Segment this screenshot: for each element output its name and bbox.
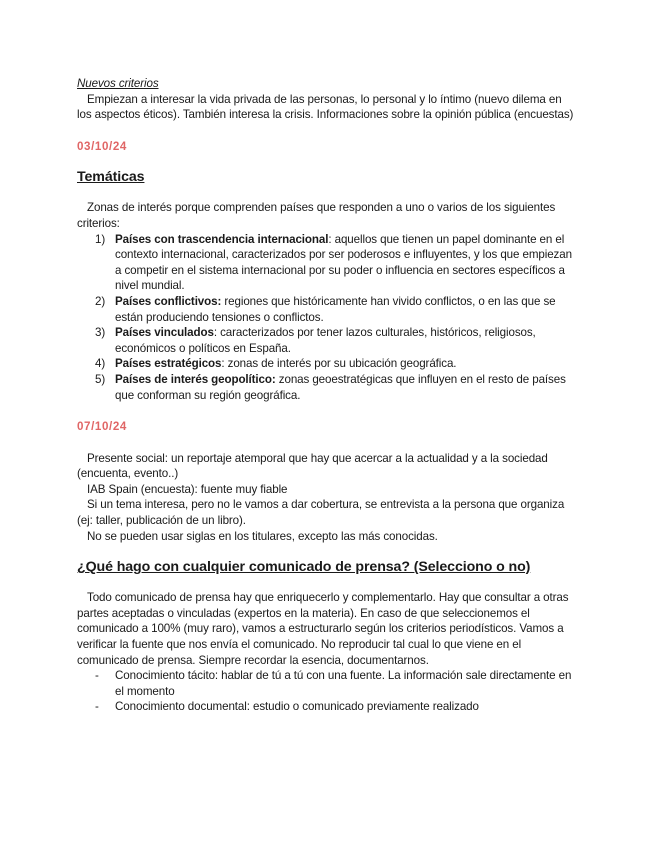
- criteria-text: zonas geoestratégicas que influyen en el resto de países que conforman su región geográfica.: [115, 372, 566, 402]
- criteria-item: [77, 294, 577, 325]
- criteria-list: [77, 232, 577, 404]
- knowledge-list: [77, 668, 577, 715]
- criteria-text: caracterizados por tener lazos culturales, históricos, religiosos, económicos o políticos en España.: [115, 326, 536, 355]
- criteria-term: Países vinculados: [115, 326, 214, 340]
- criteria-term: Países conflictivos:: [115, 294, 222, 308]
- list-marker: -: [95, 700, 99, 714]
- criteria-text: zonas de interés por su ubicación geográfica.: [224, 357, 457, 371]
- heading-tematicas: Temáticas: [77, 169, 145, 186]
- date-heading-2: 07/10/24: [77, 420, 127, 434]
- list-marker: 2): [95, 294, 106, 308]
- note-iab-spain: IAB Spain (encuesta): fuente muy fiable: [87, 482, 288, 496]
- note-siglas: No se pueden usar siglas en los titulares, excepto las más conocidas.: [87, 529, 438, 543]
- criteria-term: Países con trascendencia internacional: [115, 232, 329, 246]
- knowledge-text: Conocimiento documental: estudio o comunicado previamente realizado: [115, 700, 479, 714]
- criteria-item: [77, 356, 577, 372]
- criteria-sep: :: [221, 357, 225, 371]
- criteria-text: aquellos que tienen un papel dominante en el contexto internacional, caracterizados por ser poderosos e influyentes, y los que empiezan a competir en el sistema internacional por su poder o influencia en sectores específicos a nivel mundial.: [115, 232, 572, 293]
- note-presente-social: Presente social: un reportaje atemporal que hay que acercar a la actualidad y a la sociedad (encuenta, evento..): [77, 451, 548, 481]
- paragraph-comunicado: Todo comunicado de prensa hay que enriquecerlo y complementarlo. Hay que consultar a otras partes aceptadas o vinculadas (expertos en la materia). En caso de que seleccionemos el comunicado a 100% (muy raro), vamos a estructurarlo según los criterios periodísticos. Vamos a verificar la fuente que nos envía el comunicado. No reproducir tal cual lo que viene en el comunicado de prensa. Siempre recordar la esencia, documentarnos.: [77, 591, 569, 667]
- criteria-term: Países estratégicos: [115, 357, 222, 371]
- criteria-item: [77, 325, 577, 356]
- list-marker: 4): [95, 357, 106, 371]
- heading-comunicado: ¿Qué hago con cualquier comunicado de prensa? (Selecciono o no): [77, 559, 531, 576]
- subheading-nuevos-criterios: Nuevos criterios: [77, 77, 159, 90]
- criteria-term: Países de interés geopolítico:: [115, 372, 276, 386]
- knowledge-item: [77, 668, 577, 699]
- criteria-text: regiones que históricamente han vivido conflictos, o en las que se están produciendo tensiones o conflictos.: [115, 294, 556, 324]
- criteria-item: [77, 372, 577, 403]
- list-marker: 1): [95, 232, 106, 246]
- list-marker: -: [95, 669, 99, 683]
- list-marker: 5): [95, 372, 106, 386]
- criteria-sep: :: [328, 232, 332, 246]
- criteria-item: [77, 232, 577, 294]
- paragraph-tematicas-intro: Zonas de interés porque comprenden países que responden a uno o varios de los siguientes criterios:: [77, 201, 556, 230]
- knowledge-item: [77, 699, 577, 715]
- date-heading-1: 03/10/24: [77, 139, 127, 153]
- criteria-sep: :: [213, 326, 217, 340]
- document-page: [77, 76, 577, 715]
- list-marker: 3): [95, 326, 106, 340]
- paragraph-nuevos-criterios: Empiezan a interesar la vida privada de las personas, lo personal y lo íntimo (nuevo dilema en los aspectos éticos). También interesa la crisis. Informaciones sobre la opinión pública (encuestas): [77, 92, 574, 122]
- knowledge-text: Conocimiento tácito: hablar de tú a tú con una fuente. La información sale directamente en el momento: [115, 669, 572, 698]
- note-entrevista: Si un tema interesa, pero no le vamos a dar cobertura, se entrevista a la persona que organiza (ej: taller, publicación de un libro).: [77, 498, 565, 528]
